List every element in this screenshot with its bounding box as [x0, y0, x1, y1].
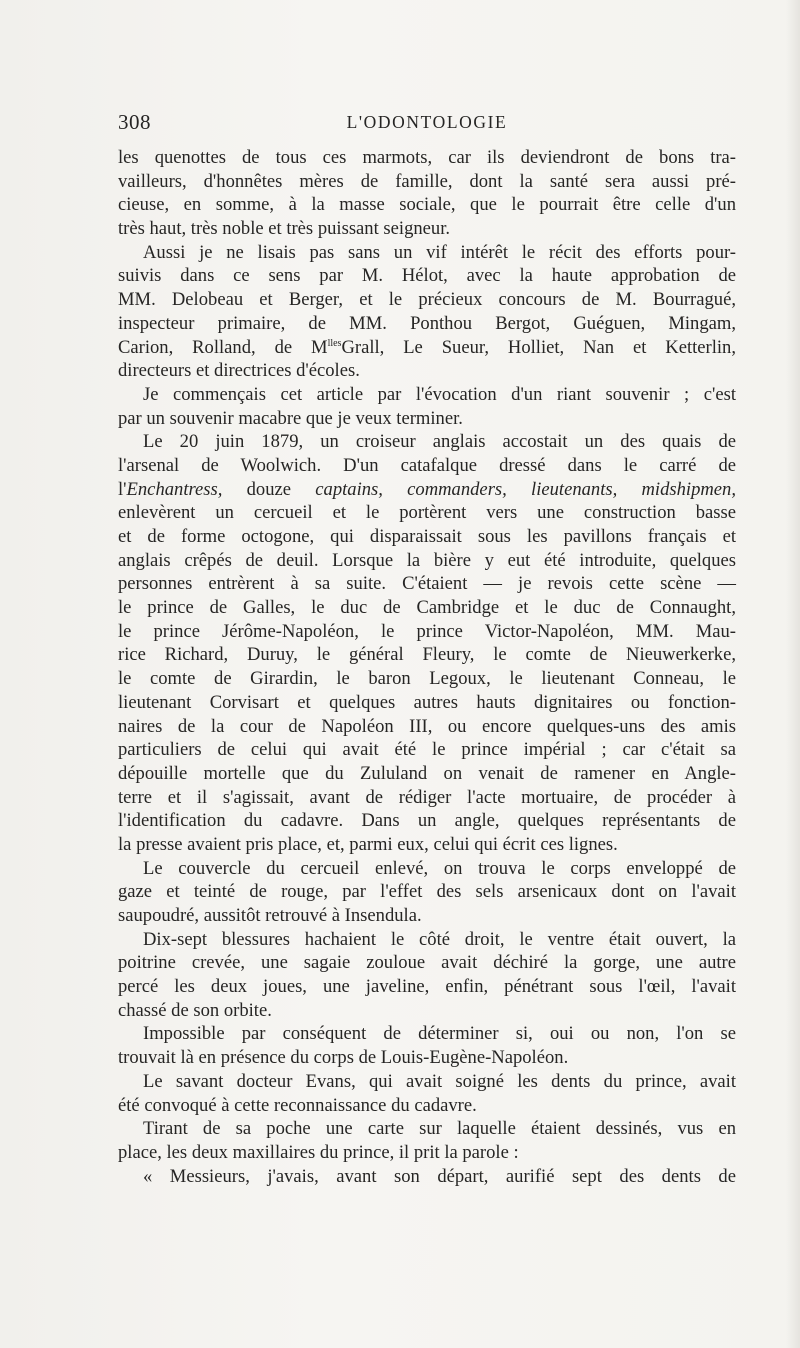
- text-line: personnes entrèrent à sa suite. C'étaient — je revois cette scène —: [118, 573, 736, 595]
- text-line: lieutenant Corvisart et quelques autres hauts dignitaires ou fonction-: [118, 691, 736, 713]
- text-line: les quenottes de tous ces marmots, car ils deviendront de bons tra-: [118, 147, 736, 168]
- text-line: Tirant de sa poche une carte sur laquelle étaient dessinés, vus en: [143, 1118, 736, 1140]
- text-line: particuliers de celui qui avait été le prince impérial ; car c'était sa: [118, 739, 736, 761]
- text-line: place, les deux maxillaires du prince, il prit la parole :: [118, 1141, 519, 1163]
- text-line: [118, 478, 736, 502]
- text-line: la presse avaient pris place, et, parmi eux, celui qui écrit ces lignes.: [118, 833, 618, 855]
- text-line: Aussi je ne lisais pas sans un vif intérêt le récit des efforts pour-: [143, 241, 736, 263]
- text-line: suivis dans ce sens par M. Hélot, avec la haute approbation de: [118, 265, 736, 287]
- text-line: Dix-sept blessures hachaient le côté droit, le ventre était ouvert, la: [143, 928, 736, 950]
- text-line: dépouille mortelle que du Zululand on venait de ramener en Angle-: [118, 762, 736, 784]
- text-line: percé les deux joues, une javeline, enfin, pénétrant sous l'œil, l'avait: [118, 976, 736, 998]
- page-gutter-shadow: [786, 0, 800, 1348]
- text-line: directeurs et directrices d'écoles.: [118, 360, 360, 382]
- text-line: Le 20 juin 1879, un croiseur anglais accostait un des quais de: [143, 431, 736, 453]
- text-line: Le couvercle du cercueil enlevé, on trouva le corps enveloppé de: [143, 857, 736, 879]
- text-line: Je commençais cet article par l'évocation d'un riant souvenir ; c'est: [143, 383, 736, 405]
- line-segment: Carion, Rolland, de M: [118, 336, 328, 358]
- text-line: le prince de Galles, le duc de Cambridge et le duc de Connaught,: [118, 597, 736, 619]
- text-line: Le savant docteur Evans, qui avait soigné les dents du prince, avait: [143, 1070, 736, 1092]
- line-segment: Grall, Le Sueur, Holliet, Nan et Ketterlin,: [341, 336, 736, 358]
- text-line: l'identification du cadavre. Dans un angle, quelques représentants de: [118, 810, 736, 832]
- text-line: poitrine crevée, une sagaie zouloue avait déchiré la gorge, une autre: [118, 952, 736, 974]
- italic-text: Enchantress,: [126, 478, 223, 500]
- text-line: MM. Delobeau et Berger, et le précieux concours de M. Bourragué,: [118, 289, 736, 311]
- page-number: 308: [118, 110, 151, 134]
- text-line: le prince Jérôme-Napoléon, le prince Victor-Napoléon, MM. Mau-: [118, 620, 736, 642]
- text-line: [118, 336, 736, 360]
- text-line: très haut, très noble et très puissant seigneur.: [118, 218, 451, 240]
- text-line: gaze et teinté de rouge, par l'effet des sels arsenicaux dont on l'avait: [118, 881, 736, 903]
- text-line: anglais crêpés de deuil. Lorsque la bière y eut été introduite, quelques: [118, 549, 736, 571]
- text-line: inspecteur primaire, de MM. Ponthou Bergot, Guéguen, Mingam,: [118, 312, 736, 334]
- text-line: rice Richard, Duruy, le général Fleury, le comte de Nieuwerkerke,: [118, 644, 736, 666]
- page-header: [118, 110, 736, 140]
- text-line: vailleurs, d'honnêtes mères de famille, dont la santé sera aussi pré-: [118, 170, 736, 192]
- superscript: lles: [327, 337, 342, 349]
- text-line: trouvait là en présence du corps de Louis-Eugène-Napoléon.: [118, 1047, 569, 1069]
- text-line: chassé de son orbite.: [118, 999, 272, 1021]
- text-line: été convoqué à cette reconnaissance du cadavre.: [118, 1094, 477, 1116]
- text-line: Impossible par conséquent de déterminer si, oui ou non, l'on se: [143, 1023, 736, 1045]
- text-line: terre et il s'agissait, avant de rédiger l'acte mortuaire, de procéder à: [118, 786, 736, 808]
- line-segment: l': [118, 478, 127, 500]
- text-line: cieuse, en somme, à la masse sociale, que le pourrait être celle d'un: [118, 194, 736, 216]
- text-line: naires de la cour de Napoléon III, ou encore quelques-uns des amis: [118, 715, 736, 737]
- body-text: [118, 146, 736, 1188]
- italic-text: captains, commanders, lieutenants, midshipmen,: [315, 478, 736, 500]
- text-line: enlevèrent un cercueil et le portèrent vers une construction basse: [118, 502, 736, 524]
- text-line: et de forme octogone, qui disparaissait sous les pavillons français et: [118, 526, 736, 547]
- running-title: L'ODONTOLOGIE: [346, 112, 508, 132]
- text-line: l'arsenal de Woolwich. D'un catafalque dressé dans le carré de: [118, 454, 736, 476]
- text-line: par un souvenir macabre que je veux terminer.: [118, 407, 463, 429]
- text-line: le comte de Girardin, le baron Legoux, le lieutenant Conneau, le: [118, 668, 736, 690]
- text-line: saupoudré, aussitôt retrouvé à Insendula.: [118, 905, 422, 926]
- line-segment: douze: [222, 478, 316, 500]
- text-line: « Messieurs, j'avais, avant son départ, aurifié sept des dents de: [143, 1165, 736, 1187]
